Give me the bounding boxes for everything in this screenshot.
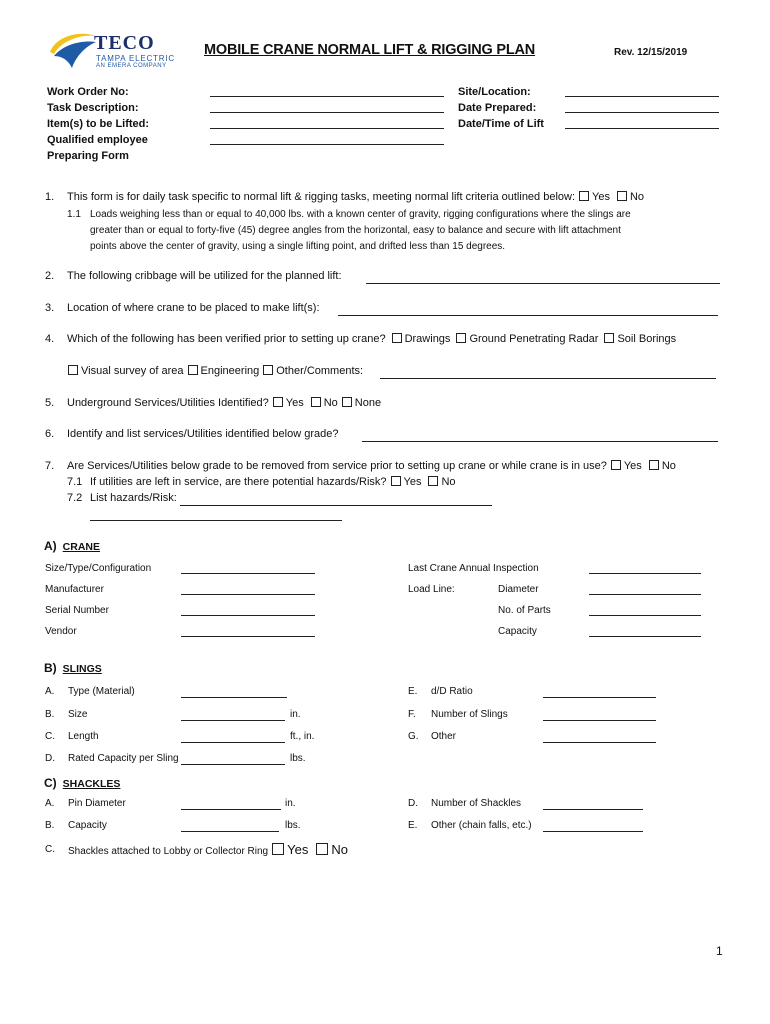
q7-no-checkbox[interactable] [649, 460, 659, 470]
size-type-config-field[interactable] [181, 563, 315, 574]
crane-letter: A) [44, 539, 57, 553]
sling-size-unit: in. [290, 709, 301, 720]
dd-ratio-field[interactable] [543, 687, 656, 698]
sling-f-letter: F. [408, 709, 416, 720]
work-order-field[interactable] [210, 86, 444, 97]
cribbage-field[interactable] [366, 273, 720, 284]
date-prepared-label: Date Prepared: [458, 102, 537, 114]
shackle-capacity-unit: lbs. [285, 820, 301, 831]
q4-gpr-label: Ground Penetrating Radar [469, 333, 599, 345]
shackle-row-b [45, 820, 107, 831]
q1-yes-checkbox[interactable] [579, 191, 589, 201]
crane-location-field[interactable] [338, 305, 718, 316]
question-7-1 [67, 476, 456, 488]
q4-soil-borings-label: Soil Borings [617, 333, 677, 345]
q6-text: Identify and list services/Utilities identified below grade? [67, 428, 339, 440]
sling-row-e [408, 686, 473, 697]
diameter-label: Diameter [498, 584, 539, 595]
q5-yes-checkbox[interactable] [273, 397, 283, 407]
q4-other-label: Other/Comments: [276, 365, 364, 377]
sling-size-label: Size [68, 709, 88, 720]
vendor-label: Vendor [45, 626, 77, 637]
shackle-capacity-label: Capacity [68, 820, 107, 831]
shackle-row-a [45, 798, 126, 809]
vendor-field[interactable] [181, 626, 315, 637]
parts-label: No. of Parts [498, 605, 551, 616]
site-location-label: Site/Location: [458, 86, 531, 98]
size-type-config-label: Size/Type/Configuration [45, 563, 152, 574]
shackle-b-letter: B. [45, 820, 55, 831]
site-location-field[interactable] [565, 86, 719, 97]
q6-number: 6. [45, 428, 55, 440]
q4-soil-borings-checkbox[interactable] [604, 333, 614, 343]
sling-e-letter: E. [408, 686, 418, 697]
logo-subtitle: TAMPA ELECTRIC [96, 54, 175, 63]
q7-1-yes-label: Yes [403, 476, 422, 488]
number-of-slings-label: Number of Slings [431, 709, 508, 720]
rated-capacity-field[interactable] [181, 754, 285, 765]
shackle-row-e [408, 820, 532, 831]
services-identified-field[interactable] [362, 431, 718, 442]
sling-row-a [45, 686, 135, 697]
question-1-1 [67, 207, 631, 252]
q3-number: 3. [45, 302, 55, 314]
teco-swoosh-icon [46, 30, 98, 70]
q5-no-checkbox[interactable] [311, 397, 321, 407]
question-4-options [64, 365, 363, 377]
q1-1-line-1: Loads weighing less than or equal to 40,000 lbs. with a known center of gravity, rigging configurations where the slings are [90, 209, 631, 220]
question-2 [45, 270, 342, 282]
sling-a-letter: A. [45, 686, 55, 697]
date-prepared-field[interactable] [565, 102, 719, 113]
q7-no-label: No [661, 460, 676, 472]
question-4 [45, 333, 677, 345]
shackles-yes-checkbox[interactable] [272, 843, 284, 855]
hazards-field-line-1[interactable] [180, 495, 492, 506]
crane-heading: CRANE [62, 541, 101, 553]
dd-ratio-label: d/D Ratio [431, 686, 473, 697]
pin-diameter-label: Pin Diameter [68, 798, 126, 809]
number-of-shackles-label: Number of Shackles [431, 798, 522, 809]
sling-row-g [408, 731, 457, 742]
q5-no-label: No [323, 397, 338, 409]
q1-text: This form is for daily task specific to normal lift & rigging tasks, meeting normal lift criteria outlined below: [67, 191, 576, 203]
shackles-section-heading [44, 776, 120, 790]
sling-row-d [45, 753, 179, 764]
q1-no-checkbox[interactable] [617, 191, 627, 201]
serial-number-label: Serial Number [45, 605, 109, 616]
shackles-letter: C) [44, 776, 57, 790]
q4-visual-survey-label: Visual survey of area [81, 365, 184, 377]
question-1 [45, 191, 645, 203]
q4-text: Which of the following has been verified prior to setting up crane? [67, 333, 386, 345]
shackle-other-field[interactable] [543, 821, 643, 832]
q1-number: 1. [45, 191, 55, 203]
question-7 [45, 460, 676, 472]
number-of-shackles-field[interactable] [543, 799, 643, 810]
info-right-labels [458, 84, 544, 132]
q2-number: 2. [45, 270, 55, 282]
manufacturer-field[interactable] [181, 584, 315, 595]
q4-number: 4. [45, 333, 55, 345]
q7-1-text: If utilities are left in service, are there potential hazards/Risk? [90, 476, 387, 488]
q5-none-label: None [354, 397, 382, 409]
teco-logo [46, 30, 186, 72]
serial-number-field[interactable] [181, 605, 315, 616]
date-time-lift-label: Date/Time of Lift [458, 118, 544, 130]
sling-length-unit: ft., in. [290, 731, 315, 742]
pin-diameter-field[interactable] [181, 799, 281, 810]
q4-visual-survey-checkbox[interactable] [68, 365, 78, 375]
q7-number: 7. [45, 460, 55, 472]
q7-yes-checkbox[interactable] [611, 460, 621, 470]
question-7-2 [67, 492, 177, 504]
shackle-capacity-field[interactable] [181, 821, 279, 832]
q5-none-checkbox[interactable] [342, 397, 352, 407]
crane-section-heading [44, 539, 100, 553]
q1-1-line-3: points above the center of gravity, using a single lifting point, and drifted less than 15 degrees. [90, 241, 506, 252]
logo-wordmark: TECO [94, 32, 155, 54]
sling-length-field[interactable] [181, 732, 285, 743]
preparing-form-label: Preparing Form [47, 150, 129, 162]
task-description-field[interactable] [210, 102, 444, 113]
task-description-label: Task Description: [47, 102, 139, 114]
sling-b-letter: B. [45, 709, 55, 720]
rated-capacity-unit: lbs. [290, 753, 306, 764]
parts-field[interactable] [589, 605, 701, 616]
shackle-a-letter: A. [45, 798, 55, 809]
q2-text: The following cribbage will be utilized for the planned lift: [67, 270, 342, 282]
q7-1-number: 7.1 [67, 476, 83, 488]
q4-engineering-label: Engineering [200, 365, 260, 377]
qualified-employee-label: Qualified employee [47, 134, 148, 146]
revision-date: Rev. 12/15/2019 [614, 47, 688, 58]
shackle-d-letter: D. [408, 798, 418, 809]
sling-type-field[interactable] [181, 687, 287, 698]
number-of-slings-field[interactable] [543, 710, 656, 721]
q5-text: Underground Services/Utilities Identified? [67, 397, 269, 409]
q4-engineering-checkbox[interactable] [188, 365, 198, 375]
last-inspection-field[interactable] [589, 563, 701, 574]
shackles-heading: SHACKLES [62, 778, 121, 790]
slings-letter: B) [44, 661, 57, 675]
pin-diameter-unit: in. [285, 798, 296, 809]
sling-row-f [408, 709, 508, 720]
q7-1-no-checkbox[interactable] [428, 476, 438, 486]
q1-yes-label: Yes [592, 191, 610, 203]
sling-d-letter: D. [45, 753, 55, 764]
shackle-e-letter: E. [408, 820, 418, 831]
sling-other-field[interactable] [543, 732, 656, 743]
sling-row-c [45, 731, 99, 742]
last-inspection-label: Last Crane Annual Inspection [408, 563, 539, 574]
slings-section-heading [44, 661, 102, 675]
q4-comments-field[interactable] [380, 368, 716, 379]
q7-1-yes-checkbox[interactable] [391, 476, 401, 486]
capacity-field[interactable] [589, 626, 701, 637]
shackle-row-d [408, 798, 522, 809]
sling-type-label: Type (Material) [68, 686, 135, 697]
sling-other-label: Other [431, 731, 457, 742]
question-5 [45, 397, 382, 409]
sling-row-b [45, 709, 88, 720]
logo-tagline: AN EMERA COMPANY [96, 63, 167, 69]
shackles-attached-label: Shackles attached to Lobby or Collector Ring [68, 846, 269, 857]
q3-text: Location of where crane to be placed to make lift(s): [67, 302, 320, 314]
sling-g-letter: G. [408, 731, 419, 742]
q1-no-label: No [629, 191, 645, 203]
q4-drawings-checkbox[interactable] [392, 333, 402, 343]
sling-c-letter: C. [45, 731, 55, 742]
sling-length-label: Length [68, 731, 99, 742]
slings-heading: SLINGS [62, 663, 102, 675]
sling-size-field[interactable] [181, 710, 285, 721]
shackles-no-checkbox[interactable] [316, 843, 328, 855]
shackles-yes-label: Yes [287, 842, 309, 857]
q7-yes-label: Yes [623, 460, 642, 472]
q1-1-number: 1.1 [67, 209, 81, 220]
q5-number: 5. [45, 397, 55, 409]
qualified-employee-field[interactable] [210, 134, 444, 145]
q4-other-checkbox[interactable] [263, 365, 273, 375]
capacity-label: Capacity [498, 626, 537, 637]
work-order-label: Work Order No: [47, 86, 129, 98]
q7-text: Are Services/Utilities below grade to be removed from service prior to setting up crane or while crane is in use? [67, 460, 607, 472]
hazards-field-line-2[interactable] [90, 510, 342, 521]
items-lifted-label: Item(s) to be Lifted: [47, 118, 150, 130]
shackles-no-label: No [331, 842, 348, 857]
load-line-label: Load Line: [408, 584, 455, 595]
q4-gpr-checkbox[interactable] [456, 333, 466, 343]
shackle-c-letter: C. [45, 844, 55, 855]
diameter-field[interactable] [589, 584, 701, 595]
date-time-lift-field[interactable] [565, 118, 719, 129]
q7-1-no-label: No [441, 476, 456, 488]
items-lifted-field[interactable] [210, 118, 444, 129]
form-title: MOBILE CRANE NORMAL LIFT & RIGGING PLAN [204, 42, 536, 58]
q4-drawings-label: Drawings [404, 333, 451, 345]
manufacturer-label: Manufacturer [45, 584, 104, 595]
info-left-labels [47, 84, 149, 164]
q5-yes-label: Yes [285, 397, 304, 409]
q1-1-line-2: greater than or equal to forty-five (45) degree angles from the horizontal, easy to balance and secure with lift attachment [90, 225, 621, 236]
question-6 [45, 428, 339, 440]
question-3 [45, 302, 320, 314]
q7-2-text: List hazards/Risk: [90, 492, 177, 504]
page-number: 1 [716, 944, 723, 958]
shackle-other-label: Other (chain falls, etc.) [431, 820, 532, 831]
q7-2-number: 7.2 [67, 492, 83, 504]
rated-capacity-label: Rated Capacity per Sling [68, 753, 179, 764]
